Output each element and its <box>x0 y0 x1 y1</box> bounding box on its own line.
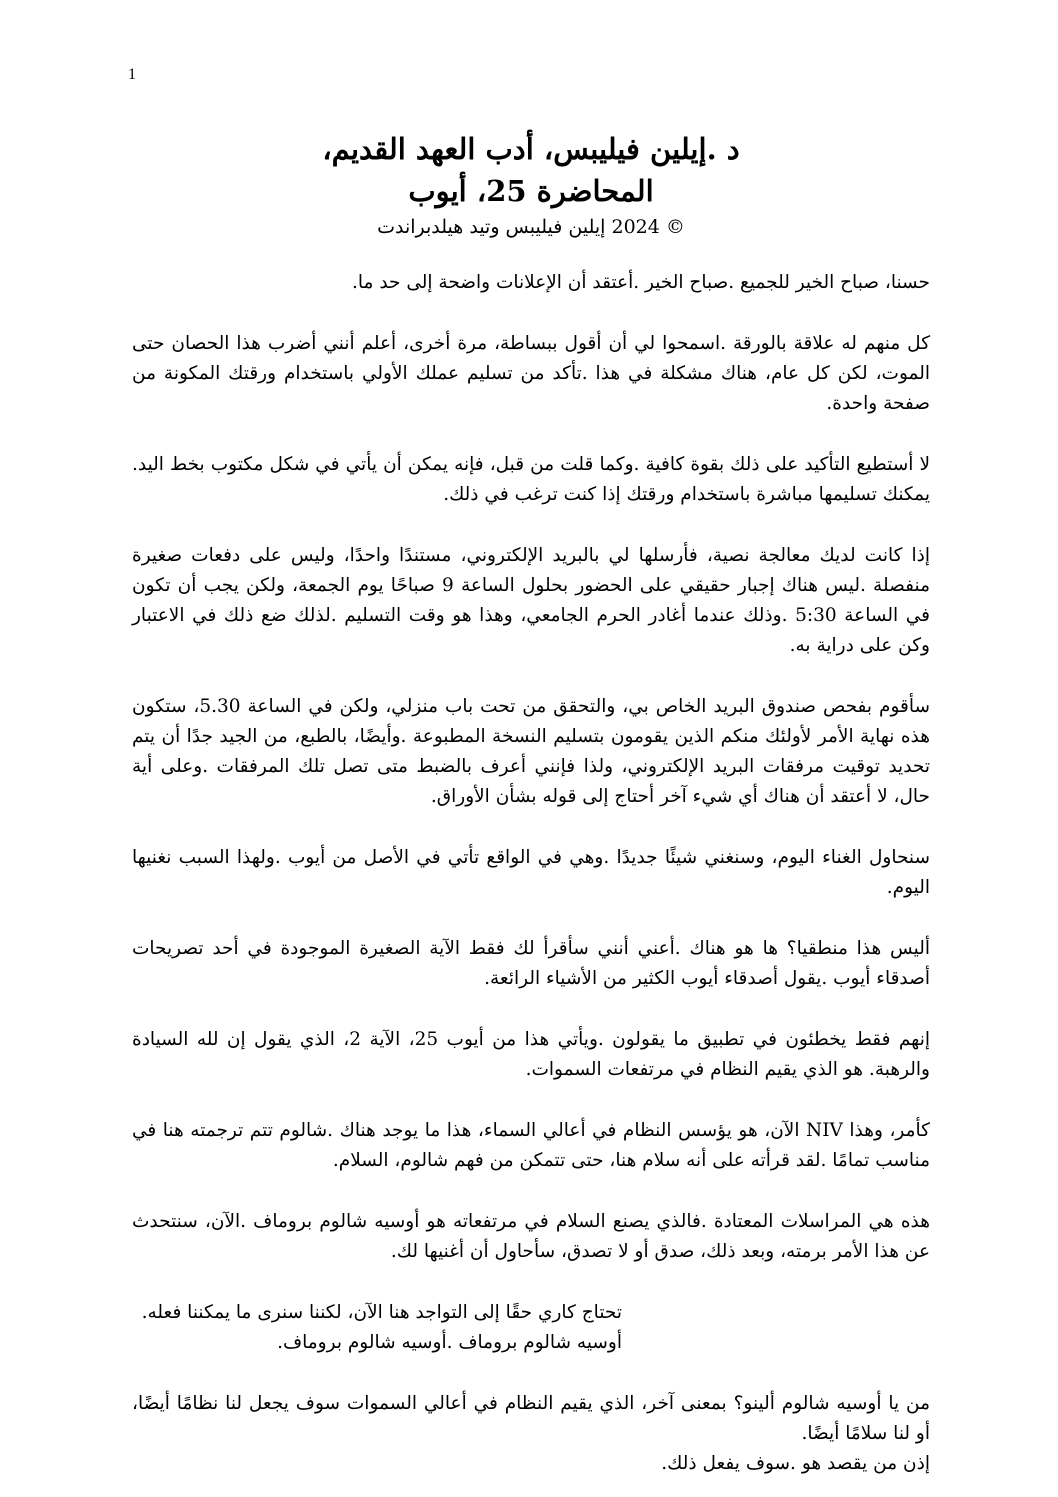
paragraph-text: إذن من يقصد هو .سوف يفعل ذلك. <box>661 1453 930 1474</box>
lyric-line: تحتاج كاري حقًا إلى التواجد هنا الآن، لكننا سنرى ما يمكننا فعله. <box>141 1302 622 1323</box>
paragraph: سنحاول الغناء اليوم، وسنغني شيئًا جديدًا .وهي في الواقع تأتي في الأصل من أيوب .ولهذا السبب نغنيها اليوم. <box>132 847 930 898</box>
song-lyrics <box>132 1298 622 1358</box>
title-line-2: المحاضرة 25، أيوب <box>408 174 654 208</box>
paragraph: لا أستطيع التأكيد على ذلك بقوة كافية .وكما قلت من قبل، فإنه يمكن أن يأتي في شكل مكتوب بخط اليد. يمكنك تسليمها مباشرة باستخدام ورقتك إذا كنت ترغب في ذلك. <box>132 454 930 505</box>
paragraph: سأقوم بفحص صندوق البريد الخاص بي، والتحقق من تحت باب منزلي، ولكن في الساعة 5.30، ستكون هذه نهاية الأمر لأولئك منكم الذين يقومون بتسليم النسخة المطبوعة .وأيضًا، بالطبع، من الجيد جدًا أن يتم تحديد توقيت مرفقات البريد الإلكتروني، ولذا فإنني أعرف بالضبط متى تصل تلك المرفقات .وعلى أية حال، لا أعتقد أن هناك أي شيء آخر أحتاج إلى قوله بشأن الأوراق. <box>132 696 930 807</box>
paragraph: كأمر، وهذا NIV الآن، هو يؤسس النظام في أعالي السماء، هذا ما يوجد هناك .شالوم تتم ترجمته هنا في مناسب تمامًا .لقد قرأته على أنه سلام هنا، حتى تتمكن من فهم شالوم، السلام. <box>132 1120 930 1171</box>
paragraph <box>132 1389 930 1479</box>
page-number: 1 <box>128 66 136 83</box>
paragraph: إنهم فقط يخطئون في تطبيق ما يقولون .ويأتي هذا من أيوب 25، الآية 2، الذي يقول إن لله السيادة والرهبة. هو الذي يقيم النظام في مرتفعات السموات. <box>132 1029 931 1080</box>
document-header <box>132 128 930 242</box>
title-line-1: د .إيلين فيليبس، أدب العهد القديم، <box>322 132 740 166</box>
lyric-line: أوسيه شالوم بروماف .أوسيه شالوم بروماف. <box>277 1332 622 1353</box>
paragraph: هذه هي المراسلات المعتادة .فالذي يصنع السلام في مرتفعاته هو أوسيه شالوم بروماف .الآن، سنتحدث عن هذا الأمر برمته، وبعد ذلك، صدق أو لا تصدق، سأحاول أن أغنيها لك. <box>132 1211 930 1262</box>
copyright-line: © 2024 إيلين فيليبس وتيد هيلدبراندت <box>377 216 685 238</box>
paragraph: أليس هذا منطقيا؟ ها هو هناك .أعني أنني سأقرأ لك فقط الآية الصغيرة الموجودة في أحد تصريحات أصدقاء أيوب .يقول أصدقاء أيوب الكثير من الأشياء الرائعة. <box>132 938 930 989</box>
paragraph: إذا كانت لديك معالجة نصية، فأرسلها لي بالبريد الإلكتروني، مستندًا واحدًا، وليس على دفعات صغيرة منفصلة .ليس هناك إجبار حقيقي على الحضور بحلول الساعة 9 صباحًا يوم الجمعة، ولكن يجب أن تكون في الساعة 5:30 .وذلك عندما أغادر الحرم الجامعي، وهذا هو وقت التسليم .لذلك ضع ذلك في الاعتبار وكن على دراية به. <box>132 545 930 656</box>
paragraph-text: من يا أوسيه شالوم ألينو؟ بمعنى آخر، الذي يقيم النظام في أعالي السموات سوف يجعل لنا نظامًا أيضًا، أو لنا سلامًا أيضًا. <box>132 1393 930 1444</box>
paragraph: كل منهم له علاقة بالورقة .اسمحوا لي أن أقول ببساطة، مرة أخرى، أعلم أنني أضرب هذا الحصان حتى الموت، لكن كل عام، هناك مشكلة في هذا .تأكد من تسليم عملك الأولي باستخدام ورقتك المكونة من صفحة واحدة. <box>132 333 930 414</box>
paragraph: حسنا، صباح الخير للجميع .صباح الخير .أعتقد أن الإعلانات واضحة إلى حد ما. <box>352 272 930 293</box>
document-body <box>132 268 930 1479</box>
